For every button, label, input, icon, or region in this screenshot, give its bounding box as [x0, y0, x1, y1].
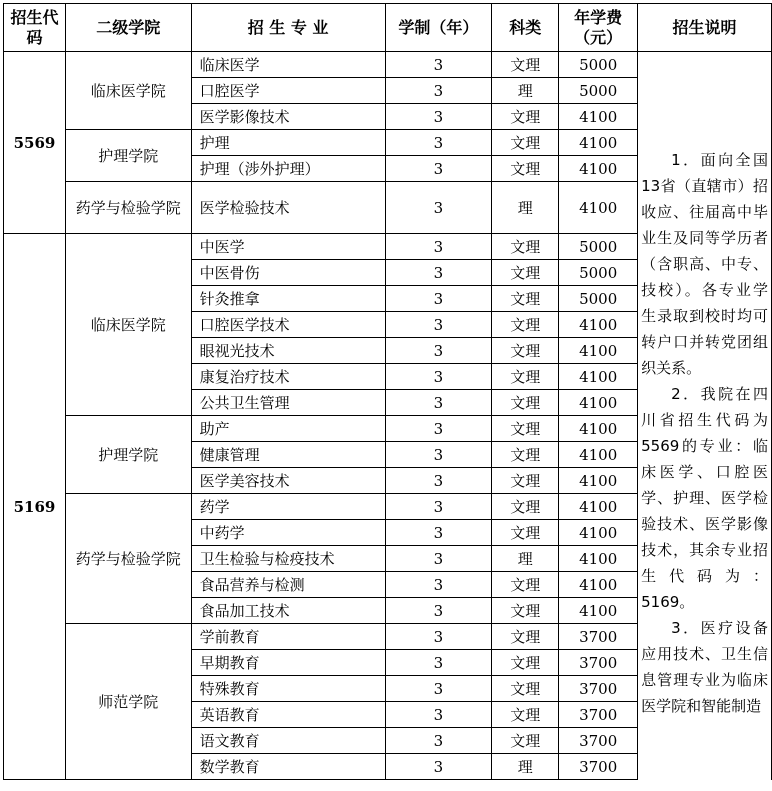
subject-category: 文理: [492, 286, 559, 312]
major-name: 护理: [191, 130, 385, 156]
major-name: 康复治疗技术: [191, 364, 385, 390]
enrollment-code: 5169: [4, 234, 66, 780]
subject-category: 理: [492, 78, 559, 104]
major-name: 针灸推拿: [191, 286, 385, 312]
annual-fee: 4100: [559, 182, 638, 234]
annual-fee: 3700: [559, 624, 638, 650]
subject-category: 文理: [492, 338, 559, 364]
subject-category: 文理: [492, 52, 559, 78]
major-name: 医学检验技术: [191, 182, 385, 234]
annual-fee: 4100: [559, 364, 638, 390]
subject-category: 文理: [492, 468, 559, 494]
annual-fee: 4100: [559, 468, 638, 494]
major-name: 中医学: [191, 234, 385, 260]
annual-fee: 3700: [559, 702, 638, 728]
major-name: 公共卫生管理: [191, 390, 385, 416]
major-name: 中医骨伤: [191, 260, 385, 286]
duration-years: 3: [385, 728, 492, 754]
duration-years: 3: [385, 156, 492, 182]
major-name: 口腔医学: [191, 78, 385, 104]
major-name: 英语教育: [191, 702, 385, 728]
subject-category: 文理: [492, 598, 559, 624]
annual-fee: 5000: [559, 286, 638, 312]
header-college: 二级学院: [65, 4, 191, 52]
header-row: [4, 4, 772, 52]
duration-years: 3: [385, 104, 492, 130]
annual-fee: 3700: [559, 728, 638, 754]
enrollment-code: 5569: [4, 52, 66, 234]
subject-category: 文理: [492, 520, 559, 546]
annual-fee: 4100: [559, 338, 638, 364]
duration-years: 3: [385, 130, 492, 156]
subject-category: 文理: [492, 364, 559, 390]
duration-years: 3: [385, 494, 492, 520]
major-name: 学前教育: [191, 624, 385, 650]
note-paragraph: 3．医疗设备应用技术、卫生信息管理专业为临床医学院和智能制造: [641, 619, 768, 715]
major-name: 中药学: [191, 520, 385, 546]
header-fee: 年学费（元）: [559, 4, 638, 52]
subject-category: 文理: [492, 234, 559, 260]
duration-years: 3: [385, 754, 492, 780]
annual-fee: 4100: [559, 416, 638, 442]
annual-fee: 4100: [559, 572, 638, 598]
subject-category: 文理: [492, 624, 559, 650]
annual-fee: 4100: [559, 442, 638, 468]
major-name: 卫生检验与检疫技术: [191, 546, 385, 572]
major-name: 药学: [191, 494, 385, 520]
header-duration: 学制（年）: [385, 4, 492, 52]
duration-years: 3: [385, 702, 492, 728]
annual-fee: 5000: [559, 78, 638, 104]
annual-fee: 4100: [559, 494, 638, 520]
annual-fee: 4100: [559, 520, 638, 546]
subject-category: 文理: [492, 676, 559, 702]
college-name: 临床医学院: [65, 234, 191, 416]
duration-years: 3: [385, 182, 492, 234]
duration-years: 3: [385, 650, 492, 676]
duration-years: 3: [385, 390, 492, 416]
note-paragraph: 1．面向全国13省（直辖市）招收应、往届高中毕业生及同等学历者（含职高、中专、技校）。各专业学生录取到校时均可转户口并转党团组织关系。: [641, 151, 768, 377]
college-name: 临床医学院: [65, 52, 191, 130]
annual-fee: 4100: [559, 312, 638, 338]
college-name: 护理学院: [65, 416, 191, 494]
admissions-table: [3, 3, 772, 780]
subject-category: 理: [492, 546, 559, 572]
major-name: 食品加工技术: [191, 598, 385, 624]
major-name: 早期教育: [191, 650, 385, 676]
subject-category: 文理: [492, 572, 559, 598]
annual-fee: 5000: [559, 234, 638, 260]
major-name: 眼视光技术: [191, 338, 385, 364]
major-name: 助产: [191, 416, 385, 442]
annual-fee: 3700: [559, 754, 638, 780]
college-name: 师范学院: [65, 624, 191, 780]
subject-category: 文理: [492, 156, 559, 182]
major-name: 特殊教育: [191, 676, 385, 702]
duration-years: 3: [385, 286, 492, 312]
major-name: 健康管理: [191, 442, 385, 468]
duration-years: 3: [385, 546, 492, 572]
subject-category: 文理: [492, 390, 559, 416]
duration-years: 3: [385, 520, 492, 546]
table-body: [4, 52, 772, 780]
annual-fee: 4100: [559, 156, 638, 182]
major-name: 医学美容技术: [191, 468, 385, 494]
major-name: 数学教育: [191, 754, 385, 780]
subject-category: 文理: [492, 728, 559, 754]
subject-category: 文理: [492, 494, 559, 520]
duration-years: 3: [385, 416, 492, 442]
duration-years: 3: [385, 364, 492, 390]
major-name: 医学影像技术: [191, 104, 385, 130]
major-name: 语文教育: [191, 728, 385, 754]
duration-years: 3: [385, 260, 492, 286]
subject-category: 文理: [492, 650, 559, 676]
subject-category: 文理: [492, 442, 559, 468]
duration-years: 3: [385, 234, 492, 260]
annual-fee: 4100: [559, 598, 638, 624]
college-name: 护理学院: [65, 130, 191, 182]
subject-category: 文理: [492, 312, 559, 338]
header-code: 招生代码: [4, 4, 66, 52]
header-category: 科类: [492, 4, 559, 52]
subject-category: 文理: [492, 130, 559, 156]
duration-years: 3: [385, 338, 492, 364]
duration-years: 3: [385, 624, 492, 650]
annual-fee: 5000: [559, 260, 638, 286]
major-name: 临床医学: [191, 52, 385, 78]
duration-years: 3: [385, 312, 492, 338]
table-row: [4, 52, 772, 78]
duration-years: 3: [385, 78, 492, 104]
duration-years: 3: [385, 676, 492, 702]
note-paragraph: 2．我院在四川省招生代码为5569的专业：临床医学、口腔医学、护理、医学检验技术、医学影像技术，其余专业招生代码为：5169。: [641, 385, 768, 611]
college-name: 药学与检验学院: [65, 182, 191, 234]
enrollment-notes: [638, 52, 772, 780]
college-name: 药学与检验学院: [65, 494, 191, 624]
annual-fee: 4100: [559, 390, 638, 416]
major-name: 护理（涉外护理）: [191, 156, 385, 182]
subject-category: 文理: [492, 104, 559, 130]
subject-category: 理: [492, 182, 559, 234]
header-major: 招 生 专 业: [191, 4, 385, 52]
annual-fee: 5000: [559, 52, 638, 78]
duration-years: 3: [385, 52, 492, 78]
major-name: 食品营养与检测: [191, 572, 385, 598]
subject-category: 文理: [492, 416, 559, 442]
annual-fee: 4100: [559, 130, 638, 156]
duration-years: 3: [385, 572, 492, 598]
header-notes: 招生说明: [638, 4, 772, 52]
duration-years: 3: [385, 442, 492, 468]
annual-fee: 3700: [559, 650, 638, 676]
notes-spacer: [641, 52, 768, 147]
subject-category: 文理: [492, 702, 559, 728]
duration-years: 3: [385, 468, 492, 494]
annual-fee: 4100: [559, 546, 638, 572]
major-name: 口腔医学技术: [191, 312, 385, 338]
annual-fee: 4100: [559, 104, 638, 130]
subject-category: 文理: [492, 260, 559, 286]
subject-category: 理: [492, 754, 559, 780]
duration-years: 3: [385, 598, 492, 624]
annual-fee: 3700: [559, 676, 638, 702]
